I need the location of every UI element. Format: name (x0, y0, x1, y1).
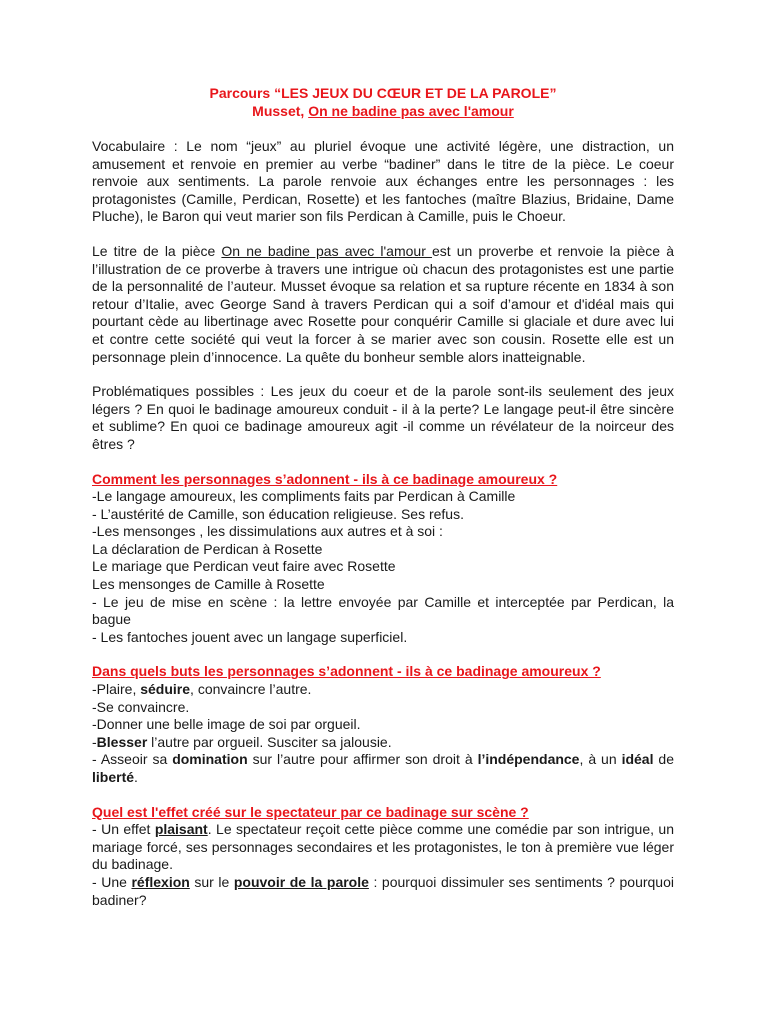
section-heading-effet: Quel est l'effet créé sur le spectateur par ce badinage sur scène ? (92, 803, 529, 820)
titre-work-ref: On ne badine pas avec l'amour (221, 242, 432, 259)
list-item: -Le langage amoureux, les compliments faits par Perdican à Camille (92, 488, 516, 505)
titre-text-after: est un proverbe et renvoie la pièce à l’illustration de ce proverbe à travers une intrigue où chacun des protagonistes est une partie de la personnalité de l’auteur. Musset évoque sa relation et sa rupture récente en 1834 à son retour d’Italie, avec George Sand à travers Perdican qui a soif d’amour et d'idéal mais qui pourtant cède au libertinage avec Rosette pour conquérir Camille si glaciale et dure avec lui et contre cette société qui veut la forcer à se marier avec son cousin. Rosette elle est un personnage plein d’innocence. La quête du bonheur semble alors inatteignable. (92, 242, 674, 365)
section-list-buts (92, 681, 674, 787)
list-item: -Plaire, séduire, convaincre l’autre. (92, 681, 312, 698)
paragraph-vocabulaire: Vocabulaire : Le nom “jeux” au pluriel évoque une activité légère, une distraction, un amusement et renvoie en premier au verbe “badiner” dans le titre de la pièce. Le coeur renvoie aux sentiments. La parole renvoie aux échanges entre les personnages : les protagonistes (Camille, Perdican, Rosette) et les fantoches (maître Blazius, Bridaine, Dame Pluche), le Baron qui veut marier son fils Perdican à Camille, puis le Choeur. (92, 138, 674, 225)
list-item: Les mensonges de Camille à Rosette (92, 576, 325, 593)
paragraph-problematiques: Problématiques possibles : Les jeux du coeur et de la parole sont-ils seulement des jeux légers ? En quoi le badinage amoureux conduit - il à la perte? Le langage peut-il être sincère et sublime? En quoi ce badinage amoureux agit -il comme un révélateur de la noirceur des êtres ? (92, 383, 674, 452)
title-work: On ne badine pas avec l'amour (308, 103, 514, 119)
paragraph-titre (92, 243, 674, 366)
list-item: -Donner une belle image de soi par orgueil. (92, 716, 361, 733)
list-item: Le mariage que Perdican veut faire avec Rosette (92, 558, 396, 575)
section-heading-buts: Dans quels buts les personnages s’adonnent - ils à ce badinage amoureux ? (92, 663, 601, 680)
list-item: -Blesser l’autre par orgueil. Susciter sa jalousie. (92, 733, 392, 750)
list-item: -Se convaincre. (92, 698, 190, 715)
list-item: - Asseoir sa domination sur l’autre pour affirmer son droit à l’indépendance, à un idéal de liberté. (92, 751, 674, 785)
title-author: Musset, (252, 103, 309, 119)
list-item: -Les mensonges , les dissimulations aux autres et à soi : (92, 523, 443, 540)
list-item: - Une réflexion sur le pouvoir de la parole : pourquoi dissimuler ses sentiments ? pourquoi badiner? (92, 873, 674, 908)
list-item: - Les fantoches jouent avec un langage superficiel. (92, 628, 408, 645)
list-item: - L’austérité de Camille, son éducation religieuse. Ses refus. (92, 505, 464, 522)
section-list-effet (92, 821, 674, 909)
list-item: - Un effet plaisant. Le spectateur reçoit cette pièce comme une comédie par son intrigue, un mariage forcé, ses personnages secondaires et les protagonistes, le ton à première vue léger du badinage. (92, 821, 675, 873)
titre-text-before: Le titre de la pièce (92, 242, 222, 259)
title-parcours: Parcours “LES JEUX DU CŒUR ET DE LA PAROLE” (209, 85, 557, 101)
title-work-line (92, 102, 674, 120)
section-heading-comment: Comment les personnages s’adonnent - ils à ce badinage amoureux ? (92, 470, 558, 487)
list-item: La déclaration de Perdican à Rosette (92, 540, 323, 557)
list-item: - Le jeu de mise en scène : la lettre envoyée par Camille et interceptée par Perdican, la bague (92, 593, 674, 628)
section-list-comment (92, 488, 674, 646)
document-title (92, 84, 674, 120)
